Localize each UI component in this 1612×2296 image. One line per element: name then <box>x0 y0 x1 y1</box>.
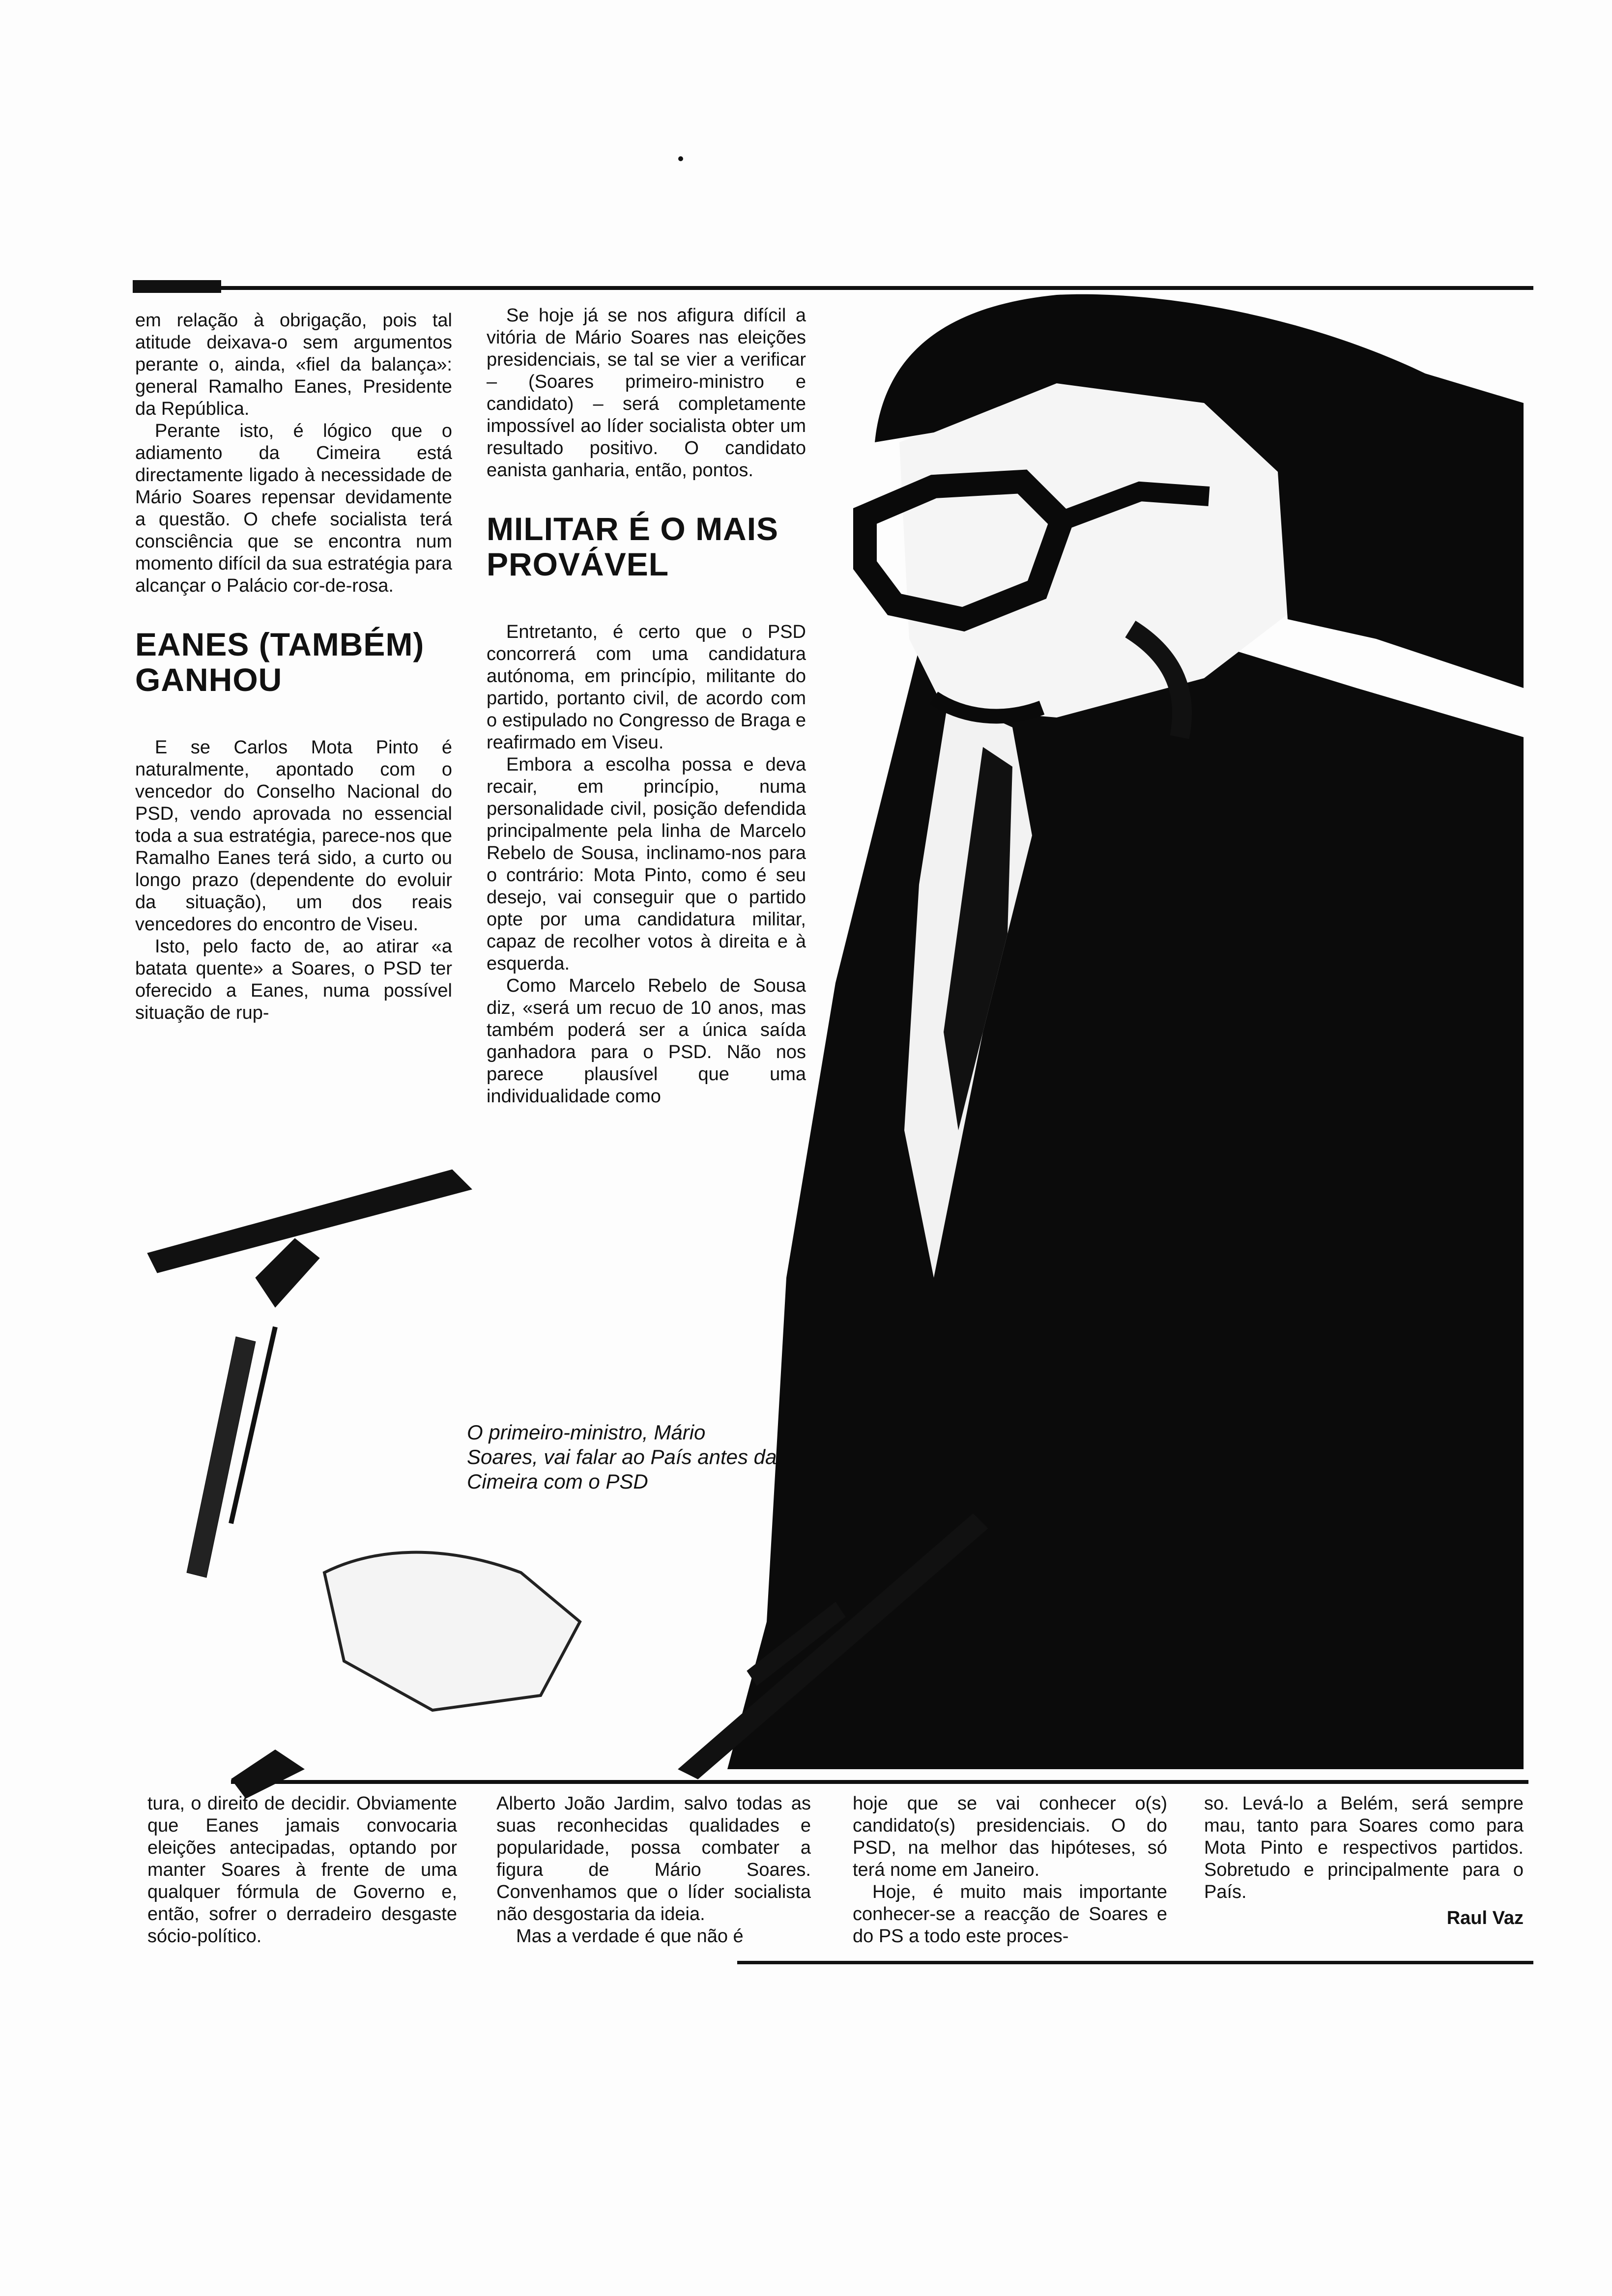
bottom-column-2 <box>496 1793 811 1948</box>
col1-paragraph-2: Perante isto, é lógico que o adiamento da Cimeira está directamente ligado à necessidade de Mário Soares repensar devidamente a questão. O chefe socialista terá consciência que se encontra num momento difícil da sua estratégia para alcançar o Palácio cor-de-rosa. <box>135 421 452 596</box>
col1-paragraph-4: Isto, pelo facto de, ao atirar «a batata quente» a Soares, o PSD ter oferecido a Eanes, numa possível situação de rup- <box>135 936 452 1023</box>
bottom-column-3 <box>853 1793 1167 1948</box>
col1-paragraph-1: em relação à obrigação, pois tal atitude deixava-o sem argumentos perante o, ainda, «fiel da balança»: general Ramalho Eanes, Presidente da República. <box>135 310 452 419</box>
col1-paragraph-3: E se Carlos Mota Pinto é naturalmente, apontado com o vencedor do Conselho Nacional do PSD, vendo aprovada no essencial toda a sua estratégia, parece-nos que Ramalho Eanes terá sido, a curto ou longo prazo (dependente do evoluir da situação), um dos reais vencedores do encontro de Viseu. <box>135 737 452 935</box>
top-rule <box>157 286 1533 290</box>
bottom-col4-text: so. Levá-lo a Belém, será sempre mau, tanto para Soares como para Mota Pinto e respectivos partidos. Sobretudo e principalmente para o País. <box>1204 1793 1524 1902</box>
bottom-column-4 <box>1204 1793 1524 1929</box>
bottom-column-1 <box>147 1793 457 1948</box>
photo-suit <box>727 604 1524 1769</box>
col2-paragraph-3: Embora a escolha possa e deva recair, em princípio, numa personalidade civil, posição defendida principalmente pela linha de Marcelo Rebelo de Sousa, inclinamo-nos para o contrário: Mota Pinto, como é seu desejo, vai conseguir que o partido opte por uma candidatura militar, capaz de recolher votos à direita e à esquerda. <box>487 754 806 974</box>
photo-hands <box>324 1552 580 1710</box>
bottom-col2-paragraph-2: Mas a verdade é que não é <box>516 1926 744 1947</box>
col1-subheading: EANES (TAMBÉM) GANHOU <box>135 626 425 698</box>
col2-paragraph-4: Como Marcelo Rebelo de Sousa diz, «será um recuo de 10 anos, mas também poderá ser a única saída ganhadora para o PSD. Não nos parece plausível que uma individualidade como <box>487 976 806 1107</box>
photo-caption: O primeiro-ministro, Mário Soares, vai falar ao País antes da Cimeira com o PSD <box>467 1421 777 1493</box>
col2-subheading: MILITAR É O MAIS PROVÁVEL <box>487 511 779 582</box>
photo-bottom-rule <box>231 1780 1528 1784</box>
article-column-1 <box>135 310 452 1024</box>
speck-dot <box>678 156 683 161</box>
article-column-2 <box>487 305 806 1108</box>
top-rule-thick <box>133 280 221 293</box>
bottom-col3-paragraph-2: Hoje, é muito mais importante conhecer-se a reacção de Soares e do PS a todo este proces- <box>853 1882 1167 1947</box>
bottom-col1-text: tura, o direito de decidir. Obviamente que Eanes jamais convocaria eleições antecipadas, optando por manter Soares à frente de uma qualquer fórmula de Governo e, então, sofrer o derradeiro desgaste sócio-político. <box>147 1793 457 1947</box>
bottom-col2-paragraph-1: Alberto João Jardim, salvo todas as suas reconhecidas qualidades e popularidade, possa combater a figura de Mário Soares. Convenhamos que o líder socialista não desgostaria da ideia. <box>496 1793 811 1924</box>
author-signature: Raul Vaz <box>1446 1908 1524 1928</box>
bottom-rule <box>737 1961 1533 1964</box>
bottom-col3-paragraph-1: hoje que se vai conhecer o(s) candidato(s) presidenciais. O do PSD, na melhor das hipóteses, só terá nome em Janeiro. <box>853 1793 1167 1880</box>
col2-paragraph-1: Se hoje já se nos afigura difícil a vitória de Mário Soares nas eleições presidenciais, se tal se vier a verificar – (Soares primeiro-ministro e candidato) – será completamente impossível ao líder socialista obter um resultado positivo. O candidato eanista ganharia, então, pontos. <box>487 305 806 481</box>
col2-paragraph-2: Entretanto, é certo que o PSD concorrerá com uma candidatura autónoma, em princípio, militante do partido, portanto civil, de acordo com o estipulado no Congresso de Braga e reafirmado em Viseu. <box>487 622 806 753</box>
